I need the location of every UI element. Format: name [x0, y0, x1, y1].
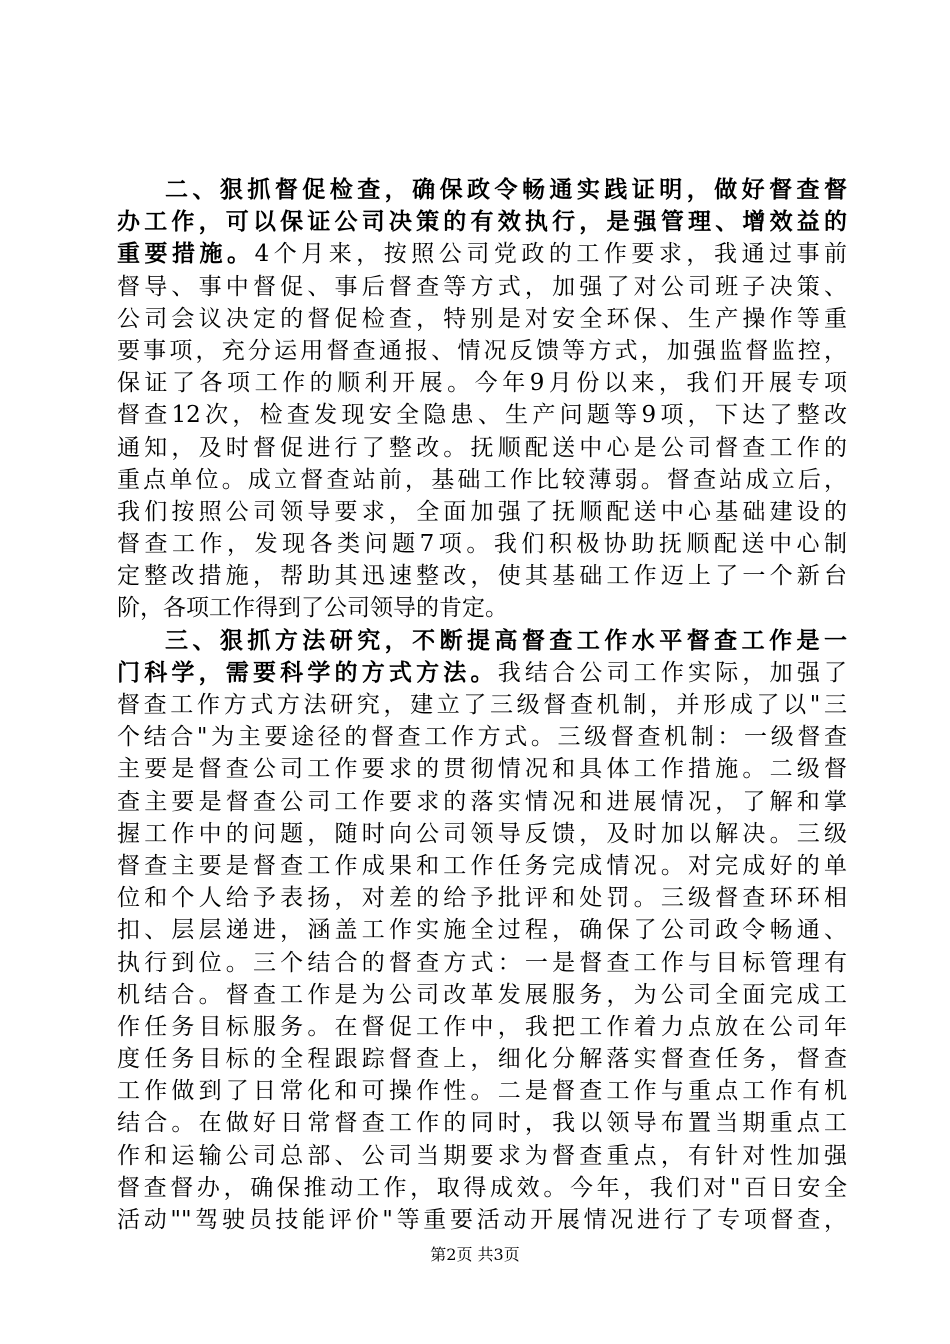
text-run: 主要是督查公司工作要求的贯彻情况和具体工作措施。二级督 — [117, 756, 847, 783]
text-line — [117, 657, 847, 689]
text-line — [117, 399, 847, 431]
text-run: 要事项，充分运用督查通报、情况反馈等方式，加强监督监控， — [117, 337, 847, 364]
text-run: 个结合"为主要途径的督查工作方式。三级督查机制：一级督查 — [117, 724, 847, 751]
text-run: 督查主要是督查工作成果和工作任务完成情况。对完成好的单 — [117, 852, 847, 879]
text-run: 定整改措施，帮助其迅速整改，使其基础工作迈上了一个新台 — [117, 563, 847, 590]
text-line — [117, 721, 847, 753]
text-line — [117, 174, 847, 206]
bold-text-run: 三、狠抓方法研究，不断提高督查工作水平督查工作是一 — [165, 626, 847, 654]
text-run: 督查工作，发现各类问题7项。我们积极协助抚顺配送中心制 — [117, 531, 847, 558]
text-line — [117, 850, 847, 882]
text-line — [117, 1140, 847, 1172]
text-line — [117, 432, 847, 464]
text-line — [117, 786, 847, 818]
text-line — [117, 1011, 847, 1043]
text-run: 保证了各项工作的顺利开展。今年9月份以来，我们开展专项 — [117, 370, 847, 397]
text-run: 通知，及时督促进行了整改。抚顺配送中心是公司督查工作的 — [117, 434, 847, 461]
text-line — [117, 464, 847, 496]
text-run: 位和个人给予表扬，对差的给予批评和处罚。三级督查环环相 — [117, 885, 847, 912]
text-run: 活动""驾驶员技能评价"等重要活动开展情况进行了专项督查， — [117, 1207, 847, 1233]
text-line — [117, 1172, 847, 1204]
text-run: 我结合公司工作实际，加强了 — [497, 659, 847, 686]
bold-text-run: 门科学，需要科学的方式方法。 — [117, 658, 498, 686]
text-line — [117, 753, 847, 785]
text-line — [117, 1204, 847, 1236]
text-line — [117, 271, 847, 303]
text-line — [117, 367, 847, 399]
text-run: 工作做到了日常化和可操作性。二是督查工作与重点工作有机 — [117, 1078, 847, 1105]
text-line — [117, 206, 847, 238]
text-line — [117, 303, 847, 335]
text-run: 4个月来，按照公司党政的工作要求，我通过事前 — [254, 241, 847, 268]
text-run: 机结合。督查工作是为公司改革发展服务，为公司全面完成工 — [117, 981, 847, 1008]
text-line — [117, 979, 847, 1011]
text-run: 督查工作方式方法研究，建立了三级督查机制，并形成了以"三 — [117, 692, 847, 718]
text-line — [117, 947, 847, 979]
text-line — [117, 914, 847, 946]
text-line — [117, 528, 847, 560]
bold-text-run: 二、狠抓督促检查，确保政令畅通实践证明，做好督查督 — [165, 176, 847, 203]
text-run: 结合。在做好日常督查工作的同时，我以领导布置当期重点工 — [117, 1110, 847, 1137]
text-run: 握工作中的问题，随时向公司领导反馈，及时加以解决。三级 — [117, 820, 847, 847]
text-run: 执行到位。三个结合的督查方式：一是督查工作与目标管理有 — [117, 949, 847, 976]
text-run: 督导、事中督促、事后督查等方式，加强了对公司班子决策、 — [117, 273, 847, 300]
text-run: 重点单位。成立督查站前，基础工作比较薄弱。督查站成立后， — [117, 466, 847, 493]
text-run: 公司会议决定的督促检查，特别是对安全环保、生产操作等重 — [117, 305, 847, 332]
text-line — [117, 238, 847, 270]
text-run: 督查12次，检查发现安全隐患、生产问题等9项，下达了整改 — [117, 402, 847, 429]
text-run: 查主要是督查公司工作要求的落实情况和进展情况，了解和掌 — [117, 788, 847, 815]
text-line — [117, 335, 847, 367]
text-line — [117, 1043, 847, 1075]
document-body — [117, 174, 847, 1236]
text-line — [117, 882, 847, 914]
text-line — [117, 592, 847, 624]
text-line — [117, 1107, 847, 1139]
text-line — [117, 818, 847, 850]
text-run: 度任务目标的全程跟踪督查上，细化分解落实督查任务，督查 — [117, 1046, 847, 1073]
bold-text-run: 重要措施。 — [117, 240, 255, 268]
text-line — [117, 1075, 847, 1107]
section-3-paragraph — [117, 625, 847, 1237]
text-run: 督查督办，确保推动工作，取得成效。今年，我们对"百日安全 — [117, 1174, 847, 1201]
text-run: 作和运输公司总部、公司当期要求为督查重点，有针对性加强 — [117, 1142, 847, 1169]
section-2-paragraph — [117, 174, 847, 625]
text-run: 我们按照公司领导要求，全面加强了抚顺配送中心基础建设的 — [117, 498, 847, 525]
text-line — [117, 560, 847, 592]
text-run: 扣、层层递进，涵盖工作实施全过程，确保了公司政令畅通、 — [117, 917, 847, 944]
text-line — [117, 689, 847, 721]
text-line — [117, 496, 847, 528]
text-run: 阶，各项工作得到了公司领导的肯定。 — [117, 595, 508, 622]
text-line — [117, 625, 847, 657]
page-number-footer: 第2页 共3页 — [430, 1245, 520, 1264]
bold-text-run: 办工作，可以保证公司决策的有效执行，是强管理、增效益的 — [117, 208, 847, 236]
text-run: 作任务目标服务。在督促工作中，我把工作着力点放在公司年 — [117, 1013, 847, 1040]
